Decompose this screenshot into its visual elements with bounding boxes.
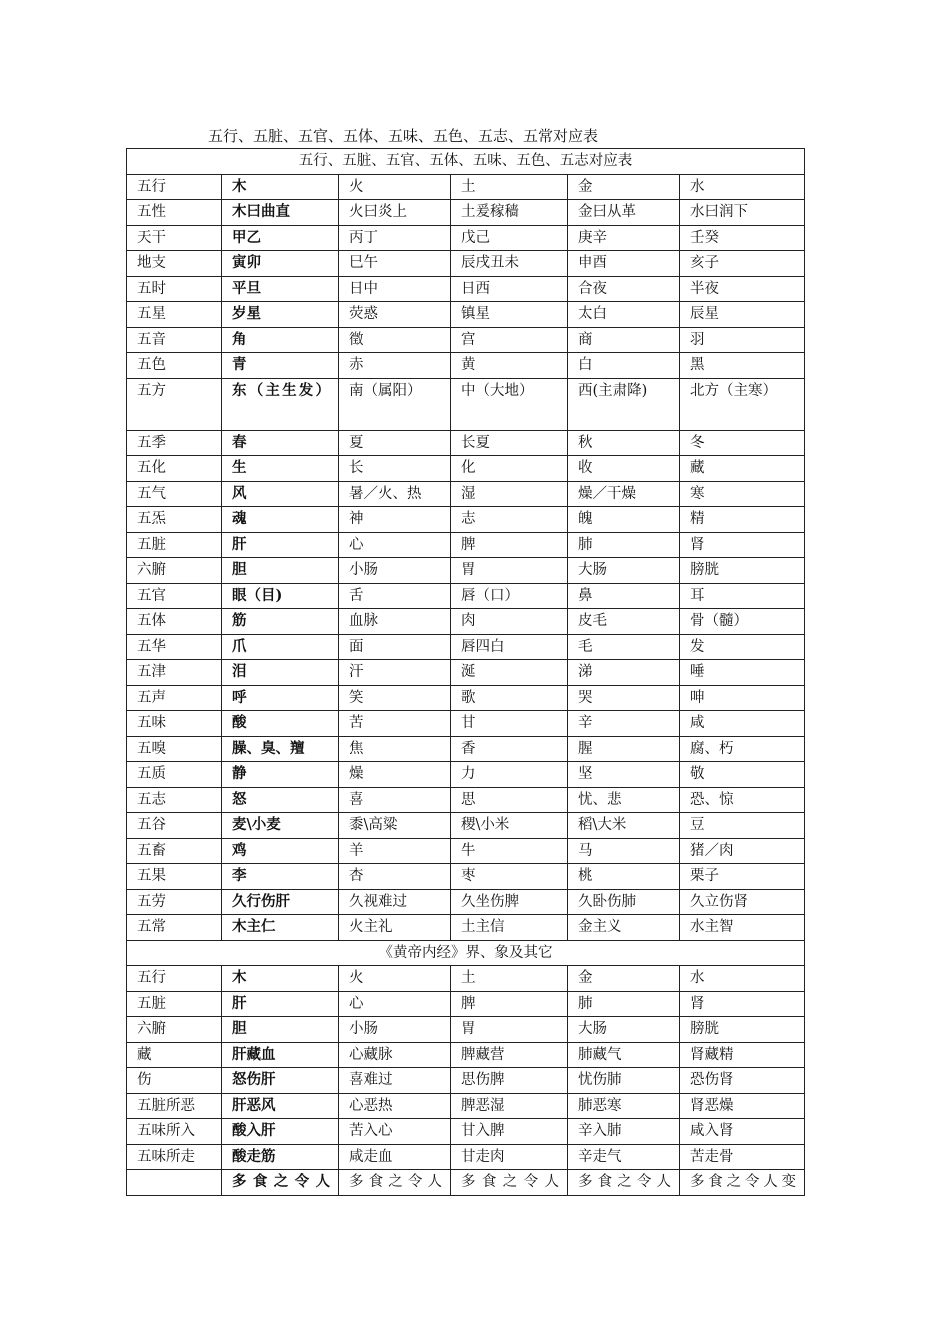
row-label-cell: 五果	[127, 864, 222, 890]
row-label-cell: 五味所走	[127, 1144, 222, 1170]
table-cell: 大肠	[568, 1017, 680, 1043]
table-cell: 青	[222, 353, 339, 379]
table-cell: 辛入肺	[568, 1119, 680, 1145]
row-label-cell: 六腑	[127, 558, 222, 584]
table-row	[127, 889, 805, 915]
row-label-cell: 五畜	[127, 838, 222, 864]
table-cell: 春	[222, 430, 339, 456]
table-cell: 赤	[339, 353, 451, 379]
table-cell: 呼	[222, 685, 339, 711]
row-label-cell: 五华	[127, 634, 222, 660]
table-cell: 肝	[222, 991, 339, 1017]
table-cell: 大肠	[568, 558, 680, 584]
table-cell: 毛	[568, 634, 680, 660]
table-cell: 脾	[451, 991, 568, 1017]
table-cell: 肝藏血	[222, 1042, 339, 1068]
row-label-cell: 五味所入	[127, 1119, 222, 1145]
table-cell: 恐、惊	[680, 787, 805, 813]
section-heading: 五行、五脏、五官、五体、五味、五色、五志对应表	[127, 149, 805, 175]
table-cell: 鼻	[568, 583, 680, 609]
row-label-cell: 五性	[127, 200, 222, 226]
row-label-cell: 五声	[127, 685, 222, 711]
table-cell: 鸡	[222, 838, 339, 864]
table-row	[127, 327, 805, 353]
table-cell: 肾	[680, 532, 805, 558]
table-cell: 苦	[339, 711, 451, 737]
table-cell: 岁星	[222, 302, 339, 328]
table-cell: 小肠	[339, 558, 451, 584]
table-row	[127, 864, 805, 890]
table-row	[127, 174, 805, 200]
table-cell: 皮毛	[568, 609, 680, 635]
table-cell: 半夜	[680, 276, 805, 302]
table-row	[127, 251, 805, 277]
table-row	[127, 378, 805, 430]
table-cell: 涎	[451, 660, 568, 686]
table-cell: 心恶热	[339, 1093, 451, 1119]
table-cell: 土	[451, 174, 568, 200]
section-heading: 《黄帝内经》界、象及其它	[127, 940, 805, 966]
table-cell: 酸入肝	[222, 1119, 339, 1145]
table-cell: 燥／干燥	[568, 481, 680, 507]
table-row	[127, 787, 805, 813]
table-cell: 怒	[222, 787, 339, 813]
table-cell: 枣	[451, 864, 568, 890]
table-cell: 甘	[451, 711, 568, 737]
table-cell: 水	[680, 966, 805, 992]
table-cell: 多食之令人	[451, 1170, 568, 1196]
table-cell: 长	[339, 456, 451, 482]
row-label-cell: 五方	[127, 378, 222, 430]
table-cell: 马	[568, 838, 680, 864]
row-label-cell: 五质	[127, 762, 222, 788]
table-cell: 寅卯	[222, 251, 339, 277]
row-label-cell: 五气	[127, 481, 222, 507]
table-cell: 恐伤肾	[680, 1068, 805, 1094]
table-cell: 羽	[680, 327, 805, 353]
table-cell: 香	[451, 736, 568, 762]
row-label-cell: 天干	[127, 225, 222, 251]
table-cell: 平旦	[222, 276, 339, 302]
table-cell: 戊己	[451, 225, 568, 251]
table-cell: 久坐伤脾	[451, 889, 568, 915]
table-cell: 心	[339, 991, 451, 1017]
table-cell: 火	[339, 174, 451, 200]
section-heading-row	[127, 149, 805, 175]
document-title: 五行、五脏、五官、五体、五味、五色、五志、五常对应表	[208, 127, 599, 145]
table-cell: 血脉	[339, 609, 451, 635]
table-cell: 臊、臭、羶	[222, 736, 339, 762]
table-cell: 静	[222, 762, 339, 788]
row-label-cell: 五味	[127, 711, 222, 737]
table-cell: 燥	[339, 762, 451, 788]
table-cell: 太白	[568, 302, 680, 328]
correspondence-table	[126, 148, 805, 1196]
table-cell: 风	[222, 481, 339, 507]
table-cell: 眼（目)	[222, 583, 339, 609]
row-label-cell: 五脏所恶	[127, 1093, 222, 1119]
table-row	[127, 915, 805, 941]
table-cell: 白	[568, 353, 680, 379]
table-cell: 水曰润下	[680, 200, 805, 226]
table-row	[127, 1017, 805, 1043]
table-cell: 申酉	[568, 251, 680, 277]
table-cell: 日中	[339, 276, 451, 302]
table-cell: 水	[680, 174, 805, 200]
row-label-cell	[127, 1170, 222, 1196]
table-cell: 久视难过	[339, 889, 451, 915]
table-row	[127, 762, 805, 788]
table-cell: 筋	[222, 609, 339, 635]
table-cell: 徵	[339, 327, 451, 353]
row-label-cell: 五谷	[127, 813, 222, 839]
row-label-cell: 五季	[127, 430, 222, 456]
table-cell: 笑	[339, 685, 451, 711]
table-cell: 脾	[451, 532, 568, 558]
table-cell: 爪	[222, 634, 339, 660]
table-cell: 火曰炎上	[339, 200, 451, 226]
row-label-cell: 五色	[127, 353, 222, 379]
table-cell: 湿	[451, 481, 568, 507]
row-label-cell: 地支	[127, 251, 222, 277]
row-label-cell: 五脏	[127, 991, 222, 1017]
table-cell: 脾恶湿	[451, 1093, 568, 1119]
table-row	[127, 1042, 805, 1068]
table-cell: 面	[339, 634, 451, 660]
table-cell: 久行伤肝	[222, 889, 339, 915]
row-label-cell: 五星	[127, 302, 222, 328]
row-label-cell: 五津	[127, 660, 222, 686]
row-label-cell: 五志	[127, 787, 222, 813]
table-cell: 多食之令人	[568, 1170, 680, 1196]
row-label-cell: 五体	[127, 609, 222, 635]
table-cell: 收	[568, 456, 680, 482]
table-row	[127, 609, 805, 635]
table-cell: 久卧伤肺	[568, 889, 680, 915]
row-label-cell: 五脏	[127, 532, 222, 558]
table-cell: 北方（主寒）	[680, 378, 805, 430]
table-cell: 猪／肉	[680, 838, 805, 864]
table-cell: 发	[680, 634, 805, 660]
table-cell: 土主信	[451, 915, 568, 941]
table-cell: 肺藏气	[568, 1042, 680, 1068]
table-cell: 怒伤肝	[222, 1068, 339, 1094]
table-cell: 心藏脉	[339, 1042, 451, 1068]
table-cell: 神	[339, 507, 451, 533]
table-row	[127, 456, 805, 482]
table-cell: 丙丁	[339, 225, 451, 251]
table-cell: 黍\高粱	[339, 813, 451, 839]
table-row	[127, 583, 805, 609]
table-row	[127, 1068, 805, 1094]
table-cell: 甘入脾	[451, 1119, 568, 1145]
table-cell: 骨（髓）	[680, 609, 805, 635]
table-cell: 肺	[568, 532, 680, 558]
table-cell: 敬	[680, 762, 805, 788]
row-label-cell: 藏	[127, 1042, 222, 1068]
table-cell: 商	[568, 327, 680, 353]
table-cell: 酸走筋	[222, 1144, 339, 1170]
table-cell: 肺	[568, 991, 680, 1017]
table-row	[127, 558, 805, 584]
table-cell: 耳	[680, 583, 805, 609]
row-label-cell: 五常	[127, 915, 222, 941]
table-row	[127, 634, 805, 660]
table-cell: 土	[451, 966, 568, 992]
table-cell: 藏	[680, 456, 805, 482]
table-cell: 苦走骨	[680, 1144, 805, 1170]
table-cell: 肝	[222, 532, 339, 558]
table-cell: 辰戌丑未	[451, 251, 568, 277]
table-cell: 喜	[339, 787, 451, 813]
table-cell: 哭	[568, 685, 680, 711]
table-cell: 坚	[568, 762, 680, 788]
table-cell: 杏	[339, 864, 451, 890]
table-cell: 精	[680, 507, 805, 533]
table-row	[127, 711, 805, 737]
row-label-cell: 五嗅	[127, 736, 222, 762]
table-cell: 胃	[451, 558, 568, 584]
table-body	[127, 149, 805, 1196]
table-cell: 木	[222, 966, 339, 992]
table-cell: 胆	[222, 1017, 339, 1043]
table-cell: 汗	[339, 660, 451, 686]
table-cell: 肉	[451, 609, 568, 635]
table-cell: 胆	[222, 558, 339, 584]
table-cell: 牛	[451, 838, 568, 864]
table-cell: 咸入肾	[680, 1119, 805, 1145]
table-cell: 焦	[339, 736, 451, 762]
table-row	[127, 1119, 805, 1145]
table-cell: 木曰曲直	[222, 200, 339, 226]
row-label-cell: 六腑	[127, 1017, 222, 1043]
table-cell: 日西	[451, 276, 568, 302]
table-cell: 镇星	[451, 302, 568, 328]
table-cell: 歌	[451, 685, 568, 711]
row-label-cell: 五时	[127, 276, 222, 302]
table-row	[127, 532, 805, 558]
table-cell: 多食之令人变	[680, 1170, 805, 1196]
table-cell: 稻\大米	[568, 813, 680, 839]
table-cell: 麦\小麦	[222, 813, 339, 839]
table-cell: 金	[568, 174, 680, 200]
table-row	[127, 353, 805, 379]
table-cell: 黄	[451, 353, 568, 379]
table-row	[127, 302, 805, 328]
table-cell: 涕	[568, 660, 680, 686]
table-row	[127, 685, 805, 711]
table-cell: 水主智	[680, 915, 805, 941]
row-label-cell: 五炁	[127, 507, 222, 533]
table-cell: 舌	[339, 583, 451, 609]
table-row	[127, 991, 805, 1017]
table-row	[127, 1170, 805, 1196]
table-cell: 荧惑	[339, 302, 451, 328]
row-label-cell: 五音	[127, 327, 222, 353]
table-cell: 咸走血	[339, 1144, 451, 1170]
table-cell: 辰星	[680, 302, 805, 328]
table-cell: 肾恶燥	[680, 1093, 805, 1119]
table-cell: 东（主生发）	[222, 378, 339, 430]
table-cell: 桃	[568, 864, 680, 890]
table-cell: 壬癸	[680, 225, 805, 251]
table-cell: 宫	[451, 327, 568, 353]
table-cell: 黑	[680, 353, 805, 379]
table-cell: 思	[451, 787, 568, 813]
table-cell: 辛走气	[568, 1144, 680, 1170]
table-cell: 脾藏营	[451, 1042, 568, 1068]
table-cell: 心	[339, 532, 451, 558]
table-row	[127, 1093, 805, 1119]
table-cell: 呻	[680, 685, 805, 711]
table-cell: 金	[568, 966, 680, 992]
table-row	[127, 966, 805, 992]
table-cell: 栗子	[680, 864, 805, 890]
table-cell: 角	[222, 327, 339, 353]
row-label-cell: 五行	[127, 966, 222, 992]
table-cell: 豆	[680, 813, 805, 839]
table-cell: 长夏	[451, 430, 568, 456]
table-cell: 胃	[451, 1017, 568, 1043]
table-cell: 稷\小米	[451, 813, 568, 839]
table-cell: 泪	[222, 660, 339, 686]
table-cell: 火主礼	[339, 915, 451, 941]
table-cell: 苦入心	[339, 1119, 451, 1145]
table-row	[127, 660, 805, 686]
table-cell: 甘走肉	[451, 1144, 568, 1170]
table-cell: 膀胱	[680, 558, 805, 584]
table-cell: 西(主肃降)	[568, 378, 680, 430]
table-cell: 化	[451, 456, 568, 482]
table-cell: 魄	[568, 507, 680, 533]
row-label-cell: 五劳	[127, 889, 222, 915]
table-cell: 唾	[680, 660, 805, 686]
table-cell: 冬	[680, 430, 805, 456]
table-cell: 忧伤肺	[568, 1068, 680, 1094]
table-cell: 肺恶寒	[568, 1093, 680, 1119]
row-label-cell: 五行	[127, 174, 222, 200]
table-cell: 酸	[222, 711, 339, 737]
table-cell: 金曰从革	[568, 200, 680, 226]
table-cell: 腥	[568, 736, 680, 762]
table-cell: 肾藏精	[680, 1042, 805, 1068]
row-label-cell: 五化	[127, 456, 222, 482]
table-row	[127, 225, 805, 251]
table-row	[127, 813, 805, 839]
table-cell: 生	[222, 456, 339, 482]
table-cell: 肾	[680, 991, 805, 1017]
table-row	[127, 507, 805, 533]
table-row	[127, 736, 805, 762]
table-cell: 巳午	[339, 251, 451, 277]
table-cell: 亥子	[680, 251, 805, 277]
table-cell: 膀胱	[680, 1017, 805, 1043]
table-cell: 李	[222, 864, 339, 890]
table-row	[127, 276, 805, 302]
table-cell: 多食之令人	[222, 1170, 339, 1196]
table-cell: 唇四白	[451, 634, 568, 660]
table-cell: 肝恶风	[222, 1093, 339, 1119]
table-row	[127, 838, 805, 864]
table-cell: 土爰稼穑	[451, 200, 568, 226]
table-cell: 秋	[568, 430, 680, 456]
table-cell: 寒	[680, 481, 805, 507]
row-label-cell: 伤	[127, 1068, 222, 1094]
table-cell: 志	[451, 507, 568, 533]
table-cell: 中（大地）	[451, 378, 568, 430]
table-cell: 木主仁	[222, 915, 339, 941]
table-cell: 木	[222, 174, 339, 200]
table-row	[127, 481, 805, 507]
table-cell: 庚辛	[568, 225, 680, 251]
table-cell: 小肠	[339, 1017, 451, 1043]
table-cell: 甲乙	[222, 225, 339, 251]
table-cell: 金主义	[568, 915, 680, 941]
table-cell: 思伤脾	[451, 1068, 568, 1094]
table-row	[127, 1144, 805, 1170]
table-cell: 南（属阳）	[339, 378, 451, 430]
table-cell: 羊	[339, 838, 451, 864]
table-cell: 暑／火、热	[339, 481, 451, 507]
table-cell: 腐、朽	[680, 736, 805, 762]
table-cell: 咸	[680, 711, 805, 737]
section-heading-row	[127, 940, 805, 966]
table-cell: 火	[339, 966, 451, 992]
row-label-cell: 五官	[127, 583, 222, 609]
table-cell: 喜难过	[339, 1068, 451, 1094]
table-cell: 忧、悲	[568, 787, 680, 813]
table-row	[127, 430, 805, 456]
table-cell: 多食之令人	[339, 1170, 451, 1196]
table-row	[127, 200, 805, 226]
table-cell: 魂	[222, 507, 339, 533]
table-cell: 合夜	[568, 276, 680, 302]
table-cell: 夏	[339, 430, 451, 456]
table-cell: 力	[451, 762, 568, 788]
table-cell: 唇（口）	[451, 583, 568, 609]
table-cell: 久立伤肾	[680, 889, 805, 915]
table-cell: 辛	[568, 711, 680, 737]
